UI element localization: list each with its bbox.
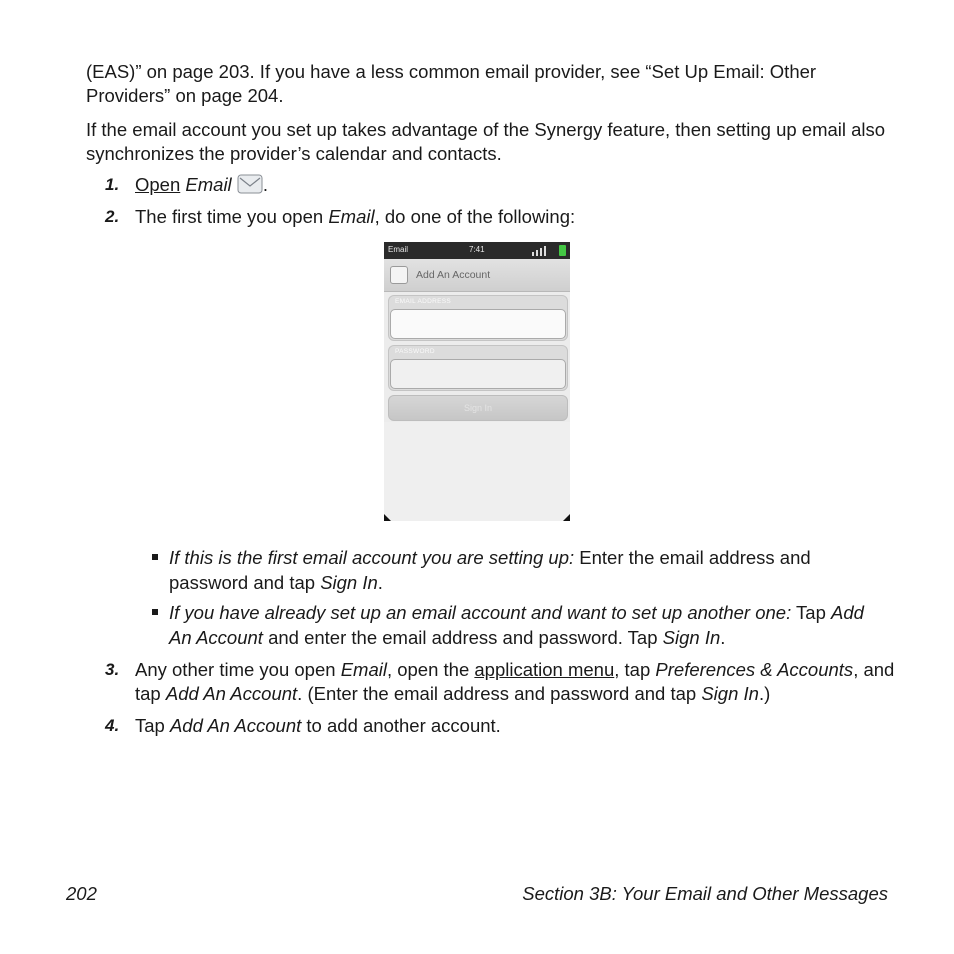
screen-title: Add An Account xyxy=(416,269,491,281)
step-2-text-end: , do one of the following: xyxy=(374,206,576,227)
step-number: 1. xyxy=(105,175,120,194)
screen-corner xyxy=(563,514,570,521)
step-number: 2. xyxy=(105,207,120,226)
add-account-screenshot xyxy=(384,242,570,521)
sign-in-term: Sign In xyxy=(662,627,721,648)
bullet-text: and enter the email address and password. Tap xyxy=(262,627,663,648)
step-number: 4. xyxy=(105,716,120,735)
status-app-name: Email xyxy=(388,245,409,254)
intro-paragraph-2: If the email account you set up takes advantage of the Synergy feature, then setting up email also synchronizes the provider’s calendar and contacts. xyxy=(86,119,886,164)
step-3-text: , open the xyxy=(386,659,475,680)
step-2-text: The first time you open xyxy=(135,206,329,227)
bullet-marker xyxy=(152,609,158,615)
bullet-end: . xyxy=(377,572,383,593)
step-3-text: , tap xyxy=(614,659,656,680)
add-account-term: Add An Account xyxy=(169,602,864,648)
email-address-label: EMAIL ADDRESS xyxy=(395,298,452,305)
step-3-text: . (Enter the email address and password and tap xyxy=(297,683,702,704)
email-app-name: Email xyxy=(185,174,232,195)
screen-empty-area xyxy=(384,422,570,521)
step-3-text: , and tap xyxy=(135,659,895,704)
add-account-term: Add An Account xyxy=(165,683,298,704)
sign-in-term: Sign In xyxy=(701,683,759,704)
sign-in-button[interactable]: Sign In xyxy=(388,395,568,421)
preferences-accounts-term: Preferences & Accounts xyxy=(655,659,854,680)
step-3-text: Any other time you open xyxy=(135,659,341,680)
bullet-text: Tap xyxy=(791,602,831,623)
open-link[interactable]: Open xyxy=(135,174,181,195)
signal-icon xyxy=(532,246,554,256)
page-number: 202 xyxy=(66,883,97,904)
email-app-name: Email xyxy=(340,659,387,680)
battery-icon xyxy=(559,245,566,256)
email-icon xyxy=(237,174,263,194)
bullet-lead: If you have already set up an email account and want to set up another one: xyxy=(169,602,792,623)
bullet-end: . xyxy=(720,627,726,648)
email-address-field[interactable] xyxy=(390,309,566,339)
status-bar xyxy=(384,242,570,259)
step-3-text: .) xyxy=(758,683,771,704)
account-icon xyxy=(390,266,408,284)
screen-header xyxy=(384,259,570,292)
sign-in-term: Sign In xyxy=(320,572,378,593)
step-4-text: to add another account. xyxy=(301,715,501,736)
email-app-name: Email xyxy=(328,206,375,227)
intro-paragraph-1: (EAS)” on page 203. If you have a less common email provider, see “Set Up Email: Other Providers” on page 204. xyxy=(86,61,817,106)
step-4-text: Tap xyxy=(135,715,170,736)
add-account-term: Add An Account xyxy=(169,715,302,736)
email-address-group xyxy=(388,295,568,341)
password-field[interactable] xyxy=(390,359,566,389)
password-label: PASSWORD xyxy=(395,348,435,355)
bullet-lead: If this is the first email account you are setting up: xyxy=(169,547,575,568)
application-menu-link[interactable]: application menu xyxy=(474,659,615,680)
screen-corner xyxy=(384,514,391,521)
step-1-end: . xyxy=(262,174,268,195)
bullet-text: Enter the email address and password and tap xyxy=(169,547,811,593)
password-group xyxy=(388,345,568,391)
status-time: 7:41 xyxy=(469,245,485,254)
section-title: Section 3B: Your Email and Other Messages xyxy=(522,883,888,904)
step-number: 3. xyxy=(105,660,120,679)
bullet-marker xyxy=(152,554,158,560)
